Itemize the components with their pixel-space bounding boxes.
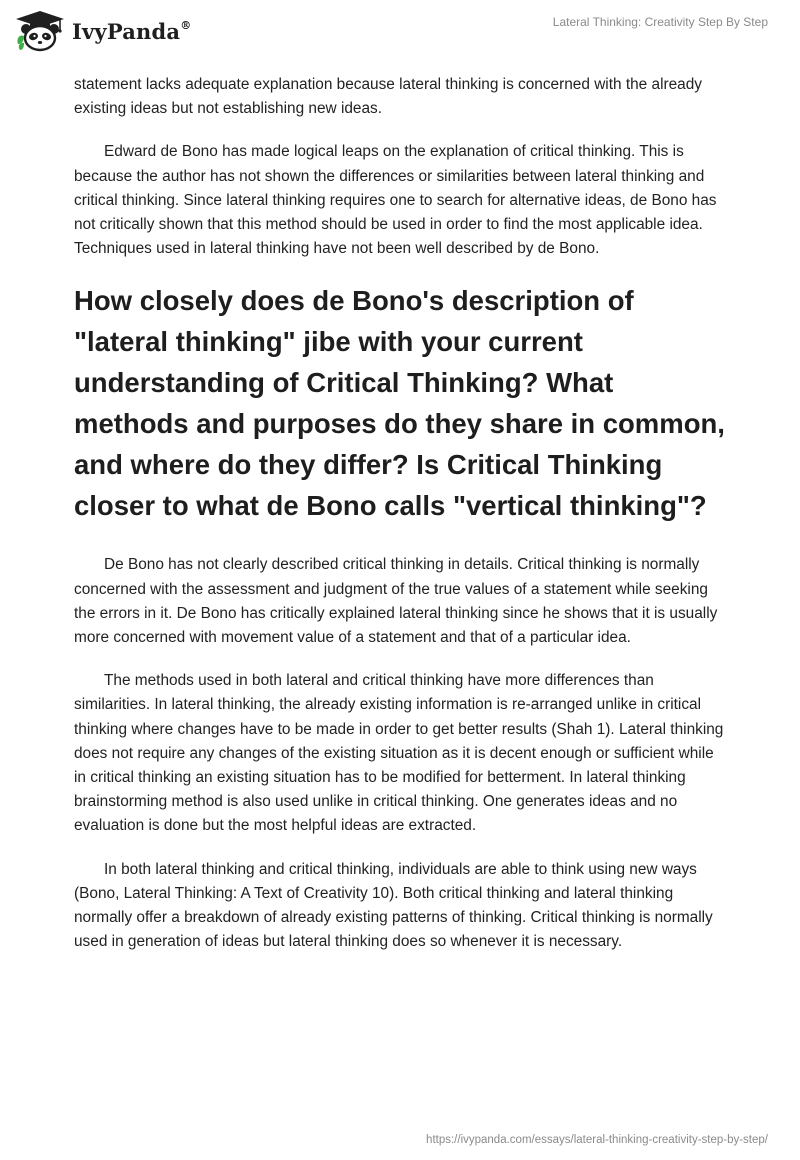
ivypanda-logo[interactable] — [14, 10, 191, 52]
paragraph-4: The methods used in both lateral and critical thinking have more differences than similarities. In lateral thinking, the already existing information is re-arranged unlike in critical thinking where changes have to be made in order to get better results (Shah 1). Lateral thinking does not require any changes of the existing situation as it is decent enough or sufficient while in critical thinking an existing situation has to be modified for betterment. In lateral thinking brainstorming method is also used unlike in critical thinking. One generates ideas and no evaluation is done but the most helpful ideas are extracted. — [74, 672, 724, 835]
footer-url[interactable]: https://ivypanda.com/essays/lateral-thinking-creativity-step-by-step/ — [426, 1134, 768, 1146]
logo-text: IvyPanda — [72, 18, 181, 44]
paragraph-5: In both lateral thinking and critical thinking, individuals are able to think using new ways (Bono, Lateral Thinking: A Text of Creativity 10). Both critical thinking and lateral thinking normally offer a breakdown of already existing patterns of thinking. Critical thinking is normally used in generation of ideas but lateral thinking does so whenever it is necessary. — [74, 860, 713, 951]
essay-body — [74, 73, 728, 973]
paragraph-2: Edward de Bono has made logical leaps on the explanation of critical thinking. This is because the author has not shown the differences or similarities between lateral thinking and critical thinking. Since lateral thinking requires one to search for alternative ideas, de Bono has not critically shown that this method should be used in order to find the most applicable idea. Techniques used in lateral thinking have not been well described by de Bono. — [74, 143, 717, 258]
logo-wordmark — [72, 19, 191, 44]
page-header — [0, 0, 800, 70]
document-title: Lateral Thinking: Creativity Step By Step — [552, 15, 768, 29]
paragraph-3: De Bono has not clearly described critical thinking in details. Critical thinking is normally concerned with the assessment and judgment of the true values of a statement while seeking the errors in it. De Bono has critically explained lateral thinking since he shows that it is usually more concerned with movement value of a statement and that of a particular idea. — [74, 556, 718, 647]
section-heading: How closely does de Bono's description of "lateral thinking" jibe with your current understanding of Critical Thinking? What methods and purposes do they share in common, and where do they differ? Is Critical Thinking closer to what de Bono calls "vertical thinking"? — [74, 285, 725, 522]
panda-graduate-icon — [14, 10, 66, 52]
registered-mark: ® — [180, 18, 192, 32]
paragraph-1: statement lacks adequate explanation because lateral thinking is concerned with the already existing ideas but not establishing new ideas. — [74, 76, 702, 118]
